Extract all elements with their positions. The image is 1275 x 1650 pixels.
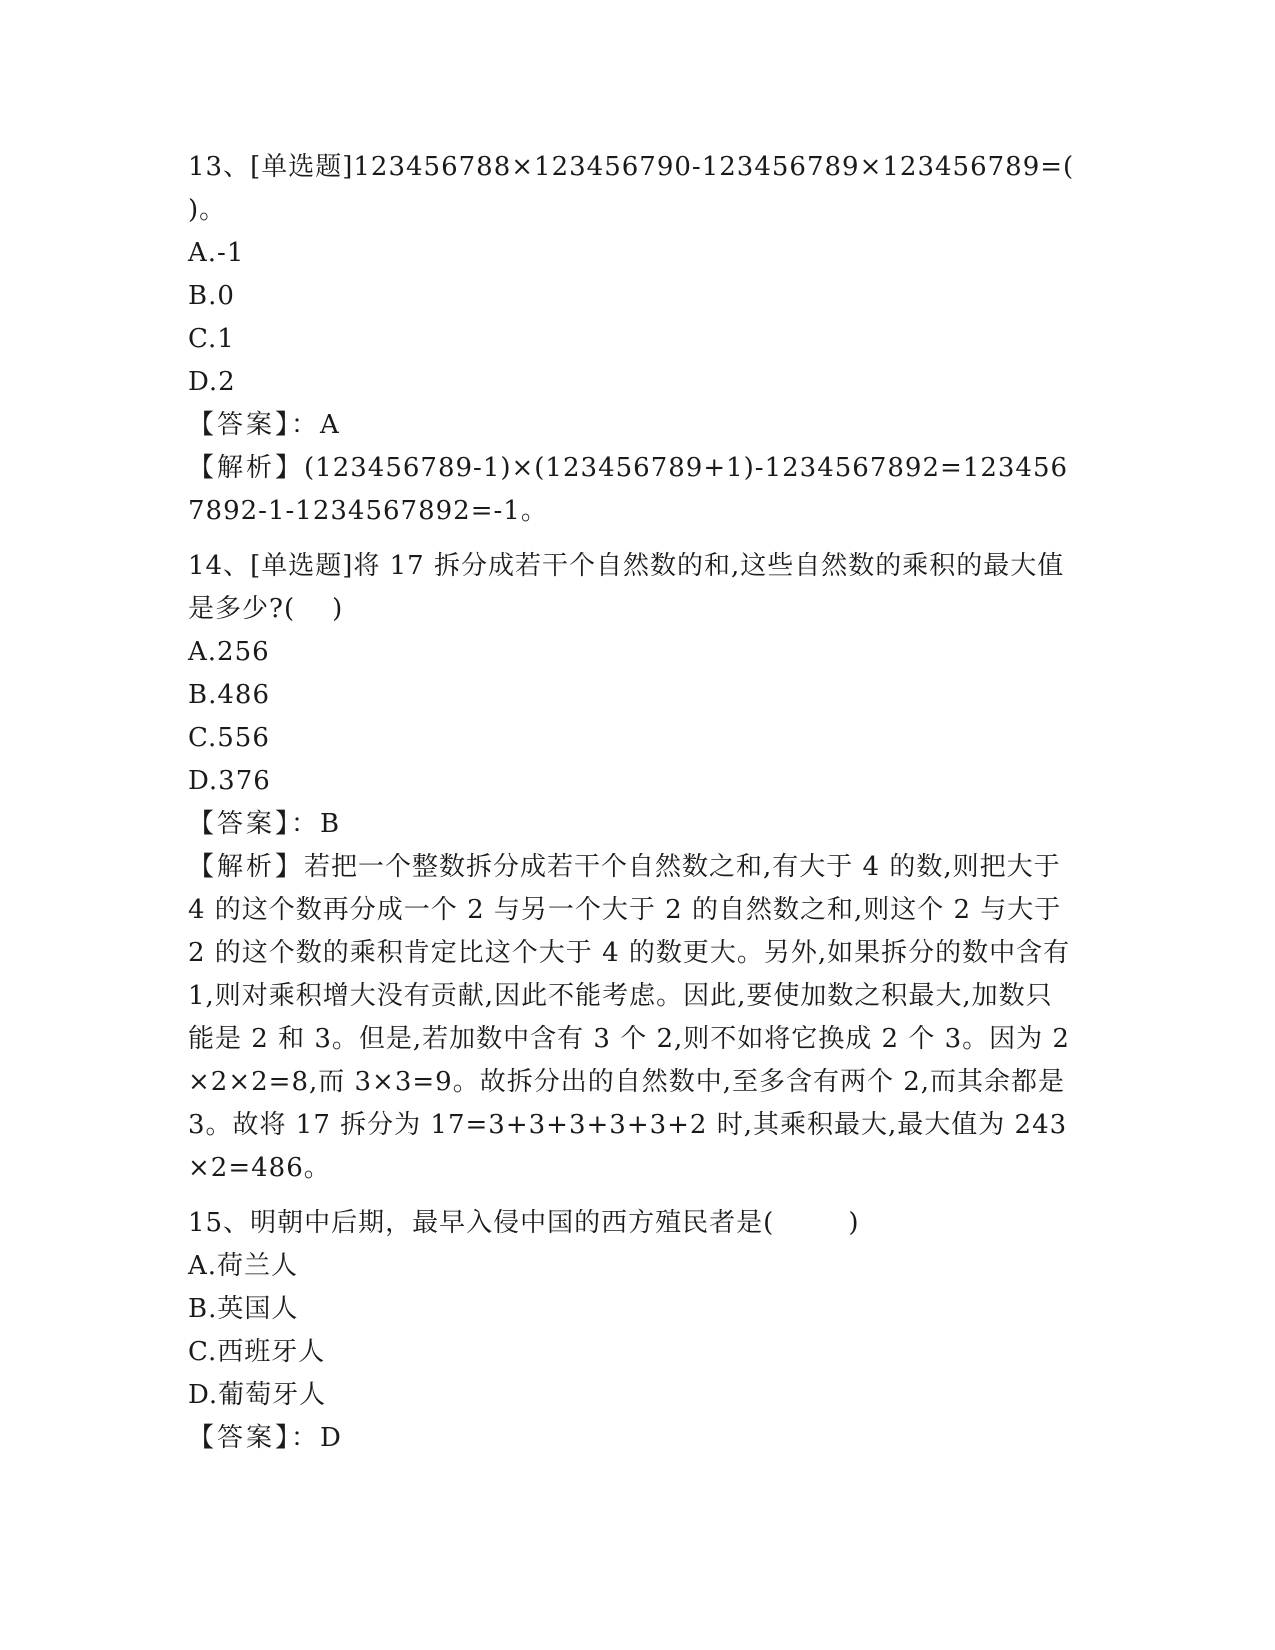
option-a: A.-1 xyxy=(188,238,245,268)
option-b: B.0 xyxy=(188,281,235,311)
answer-line xyxy=(188,803,1078,846)
option-b: B.英国人 xyxy=(188,1294,299,1324)
option-a: A.荷兰人 xyxy=(188,1251,299,1281)
analysis-tag: 【解析】 xyxy=(188,453,305,483)
answer-tag: 【答案】： xyxy=(188,410,321,440)
answer-tag: 【答案】： xyxy=(188,809,321,839)
answer-tag: 【答案】： xyxy=(188,1423,321,1453)
option-a: A.256 xyxy=(188,637,270,667)
question-stem: 14、[单选题]将 17 拆分成若干个自然数的和,这些自然数的乘积的最大值是多少?( ) xyxy=(188,551,1065,624)
option-c: C.556 xyxy=(188,723,270,753)
option-c: C.1 xyxy=(188,324,235,354)
question-list xyxy=(188,146,1112,1460)
answer-line xyxy=(188,404,1078,447)
answer-line xyxy=(188,1417,1078,1460)
answer-value: B xyxy=(320,809,341,839)
question-14 xyxy=(188,545,1078,1190)
option-c: C.西班牙人 xyxy=(188,1337,326,1367)
option-d: D.376 xyxy=(188,766,271,796)
question-stem: 13、[单选题]123456788×123456790-123456789×123456789=( )。 xyxy=(188,152,1112,225)
analysis-text: (123456789-1)×(123456789+1)-1234567892=1234567892-1-1234567892=-1。 xyxy=(188,453,1069,526)
option-d: D.葡萄牙人 xyxy=(188,1380,327,1410)
analysis-tag: 【解析】 xyxy=(188,852,305,882)
analysis-line xyxy=(188,846,1078,1190)
question-15 xyxy=(188,1202,1078,1460)
answer-value: A xyxy=(320,410,340,440)
question-stem: 15、明朝中后期，最早入侵中国的西方殖民者是( ) xyxy=(188,1208,860,1238)
question-13 xyxy=(188,146,1112,533)
option-d: D.2 xyxy=(188,367,236,397)
option-b: B.486 xyxy=(188,680,270,710)
analysis-text: 若把一个整数拆分成若干个自然数之和,有大于 4 的数,则把大于 4 的这个数再分成一个 2 与另一个大于 2 的自然数之和,则这个 2 与大于 2 的这个数的乘积肯定比这个大于 4 的数更大。另外,如果拆分的数中含有 1,则对乘积增大没有贡献,因此不能考虑。因此,要使加数之积最大,加数只能是 2 和 3。但是,若加数中含有 3 个 2,则不如将它换成 2 个 3。因为 2×2×2=8,而 3×3=9。故拆分出的自然数中,至多含有两个 2,而其余都是 3。故将 17 拆分为 17=3+3+3+3+3+2 时,其乘积最大,最大值为 243×2=486。 xyxy=(188,852,1080,1183)
answer-value: D xyxy=(320,1423,342,1453)
analysis-line xyxy=(188,447,1078,533)
